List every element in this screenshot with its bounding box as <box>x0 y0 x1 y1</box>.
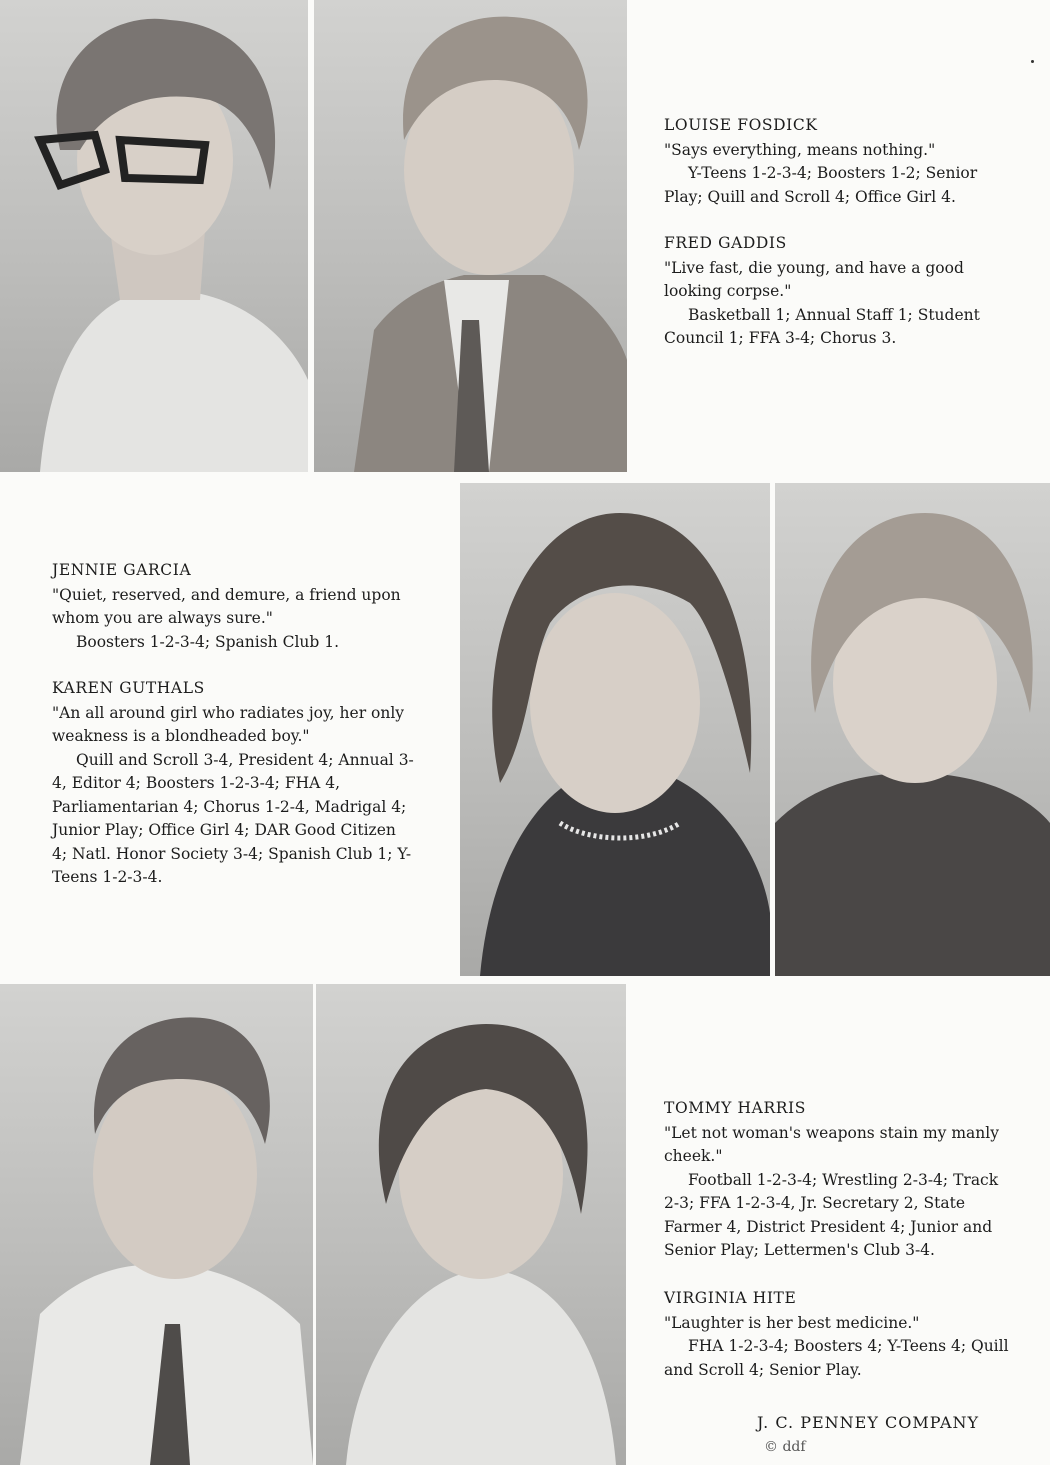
portrait-virginia-hite <box>316 984 626 1465</box>
portrait-fred-gaddis <box>314 0 627 472</box>
student-quote: "Quiet, reserved, and demure, a friend upon whom you are always sure." <box>52 585 401 627</box>
bio-tommy-harris <box>664 1097 1014 1263</box>
bio-virginia-hite <box>664 1287 1014 1382</box>
bio-fred-gaddis <box>664 232 1009 351</box>
student-activities: Football 1-2-3-4; Wrestling 2-3-4; Track 2-3; FFA 1-2-3-4, Jr. Secretary 2, State Farmer 4, District President 4; Junior and Senior Play; Lettermen's Club 3-4. <box>664 1170 999 1259</box>
student-activities: Basketball 1; Annual Staff 1; Student Council 1; FFA 3-4; Chorus 3. <box>664 305 980 347</box>
student-quote: "Live fast, die young, and have a good looking corpse." <box>664 258 964 300</box>
student-quote: "Says everything, means nothing." <box>664 140 936 159</box>
portrait-karen-guthals <box>775 483 1050 976</box>
student-activities: Y-Teens 1-2-3-4; Boosters 1-2; Senior Play; Quill and Scroll 4; Office Girl 4. <box>664 164 978 206</box>
student-quote: "An all around girl who radiates joy, her only weakness is a blondheaded boy." <box>52 703 405 745</box>
bio-louise-fosdick <box>664 114 1009 209</box>
student-activities: Quill and Scroll 3-4, President 4; Annual 3-4, Editor 4; Boosters 1-2-3-4; FHA 4, Parliamentarian 4; Chorus 1-2-4, Madrigal 4; Junior Play; Office Girl 4; DAR Good Citizen 4; Natl. Honor Society 3-4; Spanish Club 1; Y-Teens 1-2-3-4. <box>52 750 414 886</box>
bio-jennie-garcia <box>52 559 414 654</box>
student-activities: FHA 1-2-3-4; Boosters 4; Y-Teens 4; Quill and Scroll 4; Senior Play. <box>664 1337 1009 1379</box>
portrait-tommy-harris <box>0 984 313 1465</box>
student-name: FRED GADDIS <box>664 234 787 252</box>
student-name: LOUISE FOSDICK <box>664 116 818 134</box>
student-activities: Boosters 1-2-3-4; Spanish Club 1. <box>76 632 340 651</box>
print-speck <box>1031 60 1034 63</box>
student-name: TOMMY HARRIS <box>664 1099 806 1117</box>
sponsor-name: J. C. PENNEY COMPANY <box>757 1413 980 1432</box>
student-name: JENNIE GARCIA <box>52 561 192 579</box>
student-quote: "Laughter is her best medicine." <box>664 1313 920 1332</box>
student-name: VIRGINIA HITE <box>664 1289 797 1307</box>
copyright-credit: © ddf <box>764 1439 806 1455</box>
portrait-jennie-garcia <box>460 483 770 976</box>
student-name: KAREN GUTHALS <box>52 679 205 697</box>
portrait-louise-fosdick <box>0 0 308 472</box>
bio-karen-guthals <box>52 677 414 890</box>
student-quote: "Let not woman's weapons stain my manly cheek." <box>664 1123 999 1165</box>
